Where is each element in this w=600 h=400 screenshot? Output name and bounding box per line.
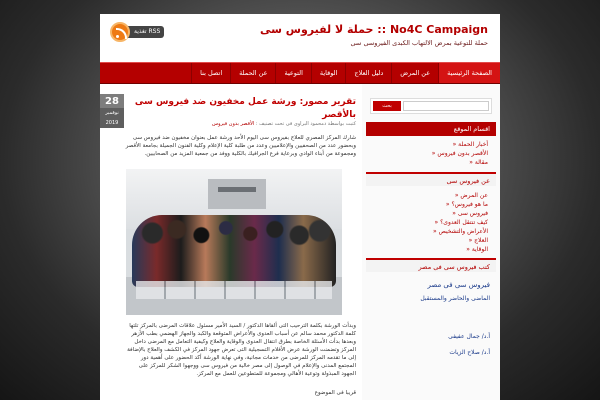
books-heading: كتب فيروس سى فى مصر bbox=[366, 258, 496, 272]
nav-item-home[interactable]: الصفحة الرئيسية bbox=[438, 63, 500, 83]
about-link[interactable]: الأعراض والتشخيص « bbox=[366, 227, 496, 236]
section-link[interactable]: الأقصر بدون فيروس « bbox=[366, 149, 496, 158]
post-meta bbox=[130, 121, 356, 127]
search-button[interactable]: بحث bbox=[373, 101, 401, 111]
main-nav bbox=[100, 62, 500, 84]
nav-item-about-campaign[interactable]: عن الحملة bbox=[230, 63, 275, 83]
about-heading: عن فيروس سى bbox=[366, 172, 496, 186]
nav-item-about-disease[interactable]: عن المرض bbox=[391, 63, 438, 83]
book-title[interactable]: فيروس سى فى مصر bbox=[427, 281, 490, 289]
about-link[interactable]: الوقاية « bbox=[366, 245, 496, 254]
about-link[interactable]: كيف تنتقل العدوى؟ « bbox=[366, 218, 496, 227]
nav-item-treatment-guide[interactable]: دليل العلاج bbox=[345, 63, 391, 83]
site-description: حملة للتوعية بمرض الالتهاب الكبدى الفيروسى سى bbox=[350, 39, 488, 47]
post-closing: قريبا فى الموضوع bbox=[314, 390, 356, 396]
about-list bbox=[366, 191, 496, 254]
site-header bbox=[100, 14, 500, 56]
post-meta-author: كتبت بواسطة bbox=[327, 121, 356, 127]
book-subtitle: الماضى والحاضر والمستقبل bbox=[420, 295, 490, 302]
post-date-badge bbox=[100, 94, 124, 126]
post-intro: شارك المركز المصري للعلاج بفيروس سى اليوم الأحد ورشة عمل بعنوان مخفيون ضد فيروس سى وبحضور عدد من الصحفيين والإعلاميين وعدد من طلبة كلية الإعلام وكلية الفنون الجميلة بجامعة الأقصر ومجموعة من أبناء الوادي وبرعاية فرع الجرافيك بالكلية ووفد من جمعية المزيد من الصحابيين. bbox=[125, 135, 356, 157]
post-title[interactable]: تقرير مصور: ورشة عمل مخفيون ضد فيروس سى بالأقصر bbox=[134, 97, 356, 120]
about-link[interactable]: ما هو فيروس؟ « bbox=[366, 200, 496, 209]
photo-sign bbox=[208, 179, 266, 209]
sections-list bbox=[366, 140, 496, 167]
section-link[interactable]: مقالة « bbox=[366, 158, 496, 167]
main-content bbox=[100, 84, 362, 400]
about-link[interactable]: عن المرض « bbox=[366, 191, 496, 200]
rss-icon[interactable] bbox=[110, 22, 130, 42]
post-meta-text: دمحمود البراوى فى تحت تصنيف : bbox=[255, 121, 327, 127]
search-input[interactable] bbox=[403, 101, 489, 111]
nav-item-prevention[interactable]: الوقاية bbox=[311, 63, 346, 83]
about-link[interactable]: العلاج « bbox=[366, 236, 496, 245]
post-body: وبدأت الورشة بكلمة الترحيب التى ألقاها الدكتور / السيد الأمير مسئول علاقات المرضى بالمركز تلتها كلمة الدكتور محمد سالم عن أسباب العدوى والأعراض المتوقعة والكبد والجهاز الهضمي بطب الأزهر وبعدها بدأت الأسئلة الخاصة بطرق انتقال العدوى والوقاية والعلاج وكيفية التعامل مع المرضى داخل المركز وتضمنت الورشة عرض الأفلام التسجيلية التى تعرض جهود المركز في الكشف والعلاج بالإضافة إلى ما تقدمه المركز للمرضى من خدمات مجانية، وفي نهاية الورشة أكد الحضور على أهمية دور المجتمع المدنى والإعلام في الوصول إلى مصر خالية من فيروس سى ووجهوا الشكر للمركز على الجهود المبذولة وتوعية الأهالي ومجموعة للمتطوعين للعمل مع المركز. bbox=[127, 323, 356, 377]
post-photo bbox=[126, 169, 342, 315]
rss-link[interactable] bbox=[110, 22, 168, 42]
rss-label[interactable]: تغذية RSS bbox=[126, 26, 164, 38]
photo-chairs bbox=[136, 281, 332, 299]
post-date-day: 28 bbox=[105, 96, 119, 107]
photo-crowd bbox=[132, 215, 336, 287]
page-wrapper bbox=[100, 14, 500, 400]
sections-heading: اقسام الموقع bbox=[366, 122, 496, 136]
nav-item-awareness[interactable]: التوعية bbox=[275, 63, 310, 83]
about-link[interactable]: فيروس سى « bbox=[366, 209, 496, 218]
site-title[interactable]: No4C Campaign :: حملة لا لفيروس سى bbox=[259, 23, 488, 36]
book-author: أ.د/ جمال عفيفى bbox=[448, 333, 490, 340]
post-category-link[interactable]: الأقصر بدون فيروس bbox=[212, 121, 255, 127]
book-author: أ.د/ صلاح الزيات bbox=[449, 349, 490, 356]
nav-item-contact[interactable]: اتصل بنا bbox=[191, 63, 230, 83]
section-link[interactable]: أخبار الحملة « bbox=[366, 140, 496, 149]
post-date-month: نوفمبر 2019 bbox=[100, 108, 124, 128]
sidebar-search bbox=[370, 98, 492, 114]
